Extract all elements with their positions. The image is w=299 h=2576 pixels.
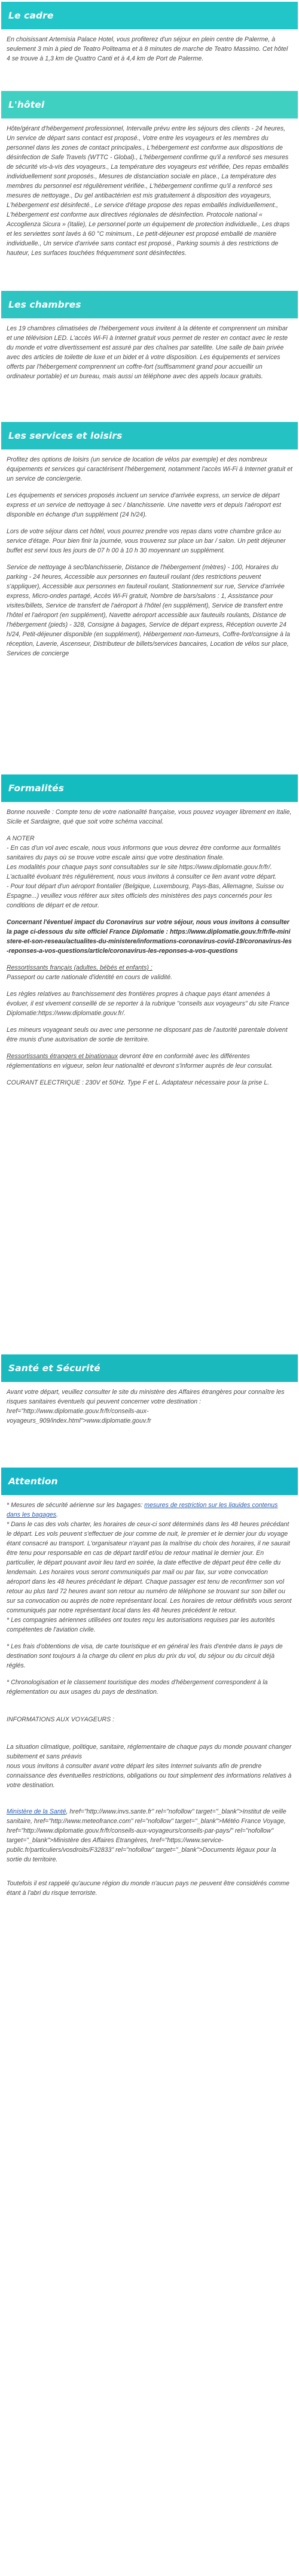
paragraph: devront être en conformité avec les différentes réglementations en vigueur, selon leur nationalité et devront s'informer auprès de leur consulat. [7,1053,273,1070]
paragraph: Passeport ou carte nationale d'identité en cours de validité. [7,974,173,981]
page [0,2,299,1906]
heading-underlined: Ressortissants français (adultes, bébés et enfants) : [7,964,152,971]
section-banner [1,422,298,449]
paragraph: Profitez des options de loisirs (un service de location de vélos par exemple) et des nombreux équipements et services qui caractérisent l'hébergement, notamment l'accès Wi-Fi à Internet gratuit et un service de conciergerie. [7,456,292,482]
section-body [0,29,299,89]
section-title: Les services et loisirs [8,430,123,441]
section-banner [1,91,298,119]
paragraph: A NOTER - En cas d'un vol avec escale, nous vous informons que vous devrez être conforme aux formalités sanitaires du pays où se trouve votre escale ainsi que votre destination finale. Les modalités pour chaque pays sont consultables sur le site https://www.diplomatie.gouv.fr/fr/. L'actualité évoluant très régulièrement, nous vous invitons à consulter ce lien avant votre départ. - Pour tout départ d'un aéroport frontalier (Belgique, Luxembourg, Pays-Bas, Allemagne, Suisse ou Espagne...) veuillez vous référer aux sites officiels des ministères des pays concernés pour les conditions de départ et de retour. [7,835,284,909]
paragraph: COURANT ELECTRIQUE : 230V et 50Hz. Type F et L. Adaptateur nécessaire pour la prise L. [7,1079,270,1086]
section-title: Le cadre [8,10,54,21]
section-banner [1,2,298,29]
paragraph: Les équipements et services proposés incluent un service d'arrivée express, un service de départ express et un service de nettoyage à sec / blanchisserie. Une navette vers et depuis l'aéroport est disponible en échange d'un supplément (24 h/24). [7,492,281,518]
paragraph: Les 19 chambres climatisées de l'hébergement vous invitent à la détente et comprennent un minibar et une télévision LED. L'accès Wi-Fi à Internet gratuit vous permet de rester en contact avec le reste du monde et votre divertissement est assuré par des chaînes par satellite. Une salle de bain privée avec des articles de toilette de luxe et un bidet et à votre disposition. Les équipements et services offerts par l'hébergement comprennent un coffre-fort (suffisamment grand pour accueillir un ordinateur portable) et un bureau, mais aussi un téléphone avec des appels locaux gratuits. [7,325,288,380]
section-title: Attention [8,1476,58,1487]
paragraph: En choisissant Artemisia Palace Hotel, vous profiterez d'un séjour en plein centre de Palerme, à seulement 3 min à pied de Teatro Politeama et à 8 minutes de marche de Teatro Massimo. Cet hôtel 4 se trouve à 1,3 km de Quattro Canti et à 4,4 km de Port de Palerme. [7,36,288,62]
paragraph: Toutefois il est rappelé qu'aucune région du monde n'aucun pays ne peuvent être considérés comme étant à l'abri du risque terroriste. [7,1880,290,1897]
section-body [0,1382,299,1465]
paragraph: La situation climatique, politique, sanitaire, réglementaire de chaque pays du monde pouvant changer subitement et sans préavis nous vous invitons à consulter avant votre départ les sites Internet suivants afin de prendre connaissance des éventuelles restrictions, obligations ou tout simplement des informations relatives à votre destination. [7,1743,292,1789]
section-title: L'hôtel [8,99,45,110]
section-title: Formalités [8,783,65,794]
section-body [0,449,299,772]
ministere-sante-link[interactable]: Ministère de la Santé [7,1808,66,1815]
section-formalites [0,774,299,1354]
paragraph: * Chronologisation et le classement touristique des modes d'hébergement correspondent à la réglementation ou aux usages du pays de destination. [7,1679,268,1696]
paragraph: Les mineurs voyageant seuls ou avec une personne ne disposant pas de l'autorité parentale doivent être munis d'une autorisation de sortie de territoire. [7,1026,288,1043]
section-banner [1,774,298,802]
paragraph: INFORMATIONS AUX VOYAGEURS : [7,1716,115,1723]
section-attention [0,1468,299,1906]
section-cadre [0,2,299,91]
heading-underlined: Ressortissants étrangers et binationaux [7,1053,118,1060]
paragraph: Avant votre départ, veuillez consulter le site du ministère des Affaires étrangères pour connaître les risques sanitaires éventuels qui peuvent concerner votre destination : href="http://www.diplomatie.gouv.fr/fr/conseils-aux-voyageurs_909/index.html">www.diplomatie.gouv.fr [7,1389,285,1424]
paragraph-bold: Concernant l'éventuel impact du Coronavirus sur votre séjour, nous vous invitons à consulter la page ci-dessous du site officiel France Diplomatie : https://www.diplomatie.gouv.fr/fr/le-ministere-et-son-reseau/actualites-du-ministere/informations-coronavirus-covid-19/coronavirus-les-reponses-a-vos-questions/article/coronavirus-les-reponses-a-vos-questions [7,919,292,955]
section-body [0,318,299,420]
section-banner [1,1468,298,1495]
paragraph: Bonne nouvelle : Compte tenu de votre nationalité française, vous pouvez voyager librement en Italie, Sicile et Sardaigne, qué que soit votre schéma vaccinal. [7,809,292,825]
paragraph: . * Dans le cas des vols charter, les horaires de ceux-ci sont déterminés dans les 48 heures précédant le départ. Les vols peuvent s'effectuer de jour comme de nuit, le premier et le dernier jour du voyage étant consacré au transport. L'organisateur n'ayant pas la maîtrise du choix des horaires, il ne saurait être tenu pour responsable en cas de départ tardif et/ou de retour matinal le dernier jour. En particulier, le départ pouvant avoir lieu tard en soirée, la date effective de départ peut être celle du lendemain. Les horaires vous seront communiqués par mail ou par fax, sur votre convocation aéroport dans les 48 heures précédant le départ. Chaque passager est tenu de reconfirmer son vol retour au plus tard 72 heures avant son retour au numéro de téléphone se trouvant sur son billet ou sur sa convocation ou auprès de notre représentant local. Les horaires de retour définitifs vous seront communiqués par notre représentant local dans les 48 heures précédent le retour. * Les compagnies aériennes utilisées ont toutes reçu les autorisations requises par les autorités compétentes de l'aviation civile. [7,1511,292,1633]
section-title: Les chambres [8,299,81,310]
section-body [0,119,299,288]
section-banner [1,291,298,318]
section-sante [0,1354,299,1468]
paragraph: * Mesures de sécurité aérienne sur les bagages: [7,1502,145,1509]
paragraph: , href="http://www.invs.sante.fr" rel="nofollow" target="_blank">Institut de veille sanitaire, href="http://www.meteofrance.com" rel="nofollow" target="_blank">Météo France Voyage, href="http://www.diplomatie.gouv.fr/fr/conseils-aux-voyageurs/conseils-par-pays/" rel="nofollow" target="_blank">Ministère des Affaires Etrangères, href="https://www.service-public.fr/particuliers/vosdroits/F32833" rel="nofollow" target="_blank">Documents légaux pour la sortie du territoire. [7,1808,286,1863]
paragraph: Les règles relatives au franchissement des frontières propres à chaque pays étant amenées à évoluer, il est vivement conseillé de se reporter à la rubrique "conseils aux voyageurs" du site France Diplomatie:https://www.diplomatie.gouv.fr/. [7,991,289,1017]
paragraph: Lors de votre séjour dans cet hôtel, vous pourrez prendre vos repas dans votre chambre grâce au service d'étage. Pour bien finir la journée, vous trouverez sur place un bar / salon. Un petit déjeuner buffet est servi tous les jours de 07 h 00 à 10 h 30 moyennant un supplément. [7,528,286,554]
paragraph: Hôte/gérant d'hébergement professionnel, Intervalle prévu entre les séjours des clients - 24 heures, Un service de départ sans contact est proposé., Votre entre les voyageurs et les membres du personnel dans les zones de contact principales., L'hébergement est conforme aux dispositions de désinfection de Safe Travels (WTTC - Global)., L'hébergement confirme qu'il a renforcé ses mesures de sécurité vis-à-vis des voyageurs., La température des voyageurs est vérifiée, Des repas emballés individuellement sont proposés., Mesures de distanciation sociale en place., La température des membres du personnel est régulièrement vérifiée., L'hébergement confirme qu'il a renforcé ses mesures de nettoyage., Du gel antibactérien est mis gratuitement à disposition des voyageurs, L'hébergement est désinfecté., Le service d'étage propose des repas emballés individuellement., L'hébergement est conforme aux directives régionales de désinfection. Protocole national « Accoglienza Sicura » (Italie), Le personnel porte un équipement de protection individuelle., Les draps et les serviettes sont lavés à 60 °C minimum., Le petit-déjeuner est proposé emballé de manière individuelle., Un service d'arrivée sans contact est proposé., Parking soumis à des restrictions de hauteur, Les surfaces touchées fréquemment sont désinfectées. [7,125,290,257]
section-hotel [0,91,299,291]
paragraph: * Les frais d'obtentions de visa, de carte touristique et en général les frais d'entrée dans le pays de destination sont toujours à la charge du client en plus du prix du vol, du séjour ou du circuit déjà réglés. [7,1643,283,1669]
liquids-restriction-link[interactable]: mesures de restriction sur les liquides contenus dans les bagages [7,1502,278,1518]
section-body [0,802,299,1352]
section-banner [1,1354,298,1382]
section-body [0,1495,299,1904]
section-chambres [0,291,299,422]
section-services [0,422,299,774]
section-title: Santé et Sécurité [8,1363,100,1374]
paragraph: Service de nettoyage à sec/blanchisserie, Distance de l'hébergement (mètres) - 100, Horaires du parking - 24 heures, Accessible aux personnes en fauteuil roulant (des restrictions peuvent s'appliquer), Accessible aux personnes en fauteuil roulant, Stationnement sur rue, Service d'arrivée express, Micro-ondes partagé, Accès Wi-Fi gratuit, Nombre de bars/salons : 1, Assistance pour visites/billets, Service de transfert de l'aéroport à l'hôtel (en supplément), Service de transfert entre l'hôtel et l'aéroport (en supplément), Navette aéroport accessible aux fauteuils roulants, Distance de l'hébergement (pieds) - 328, Consigne à bagages, Service de départ express, Réception ouverte 24 h/24, Petit-déjeuner disponible (en supplément), Hébergement non-fumeurs, Coffre-fort/consigne à la réception, Laverie, Ascenseur, Distributeur de billets/services bancaires, Location de vélos sur place, Services de concierge [7,564,291,657]
